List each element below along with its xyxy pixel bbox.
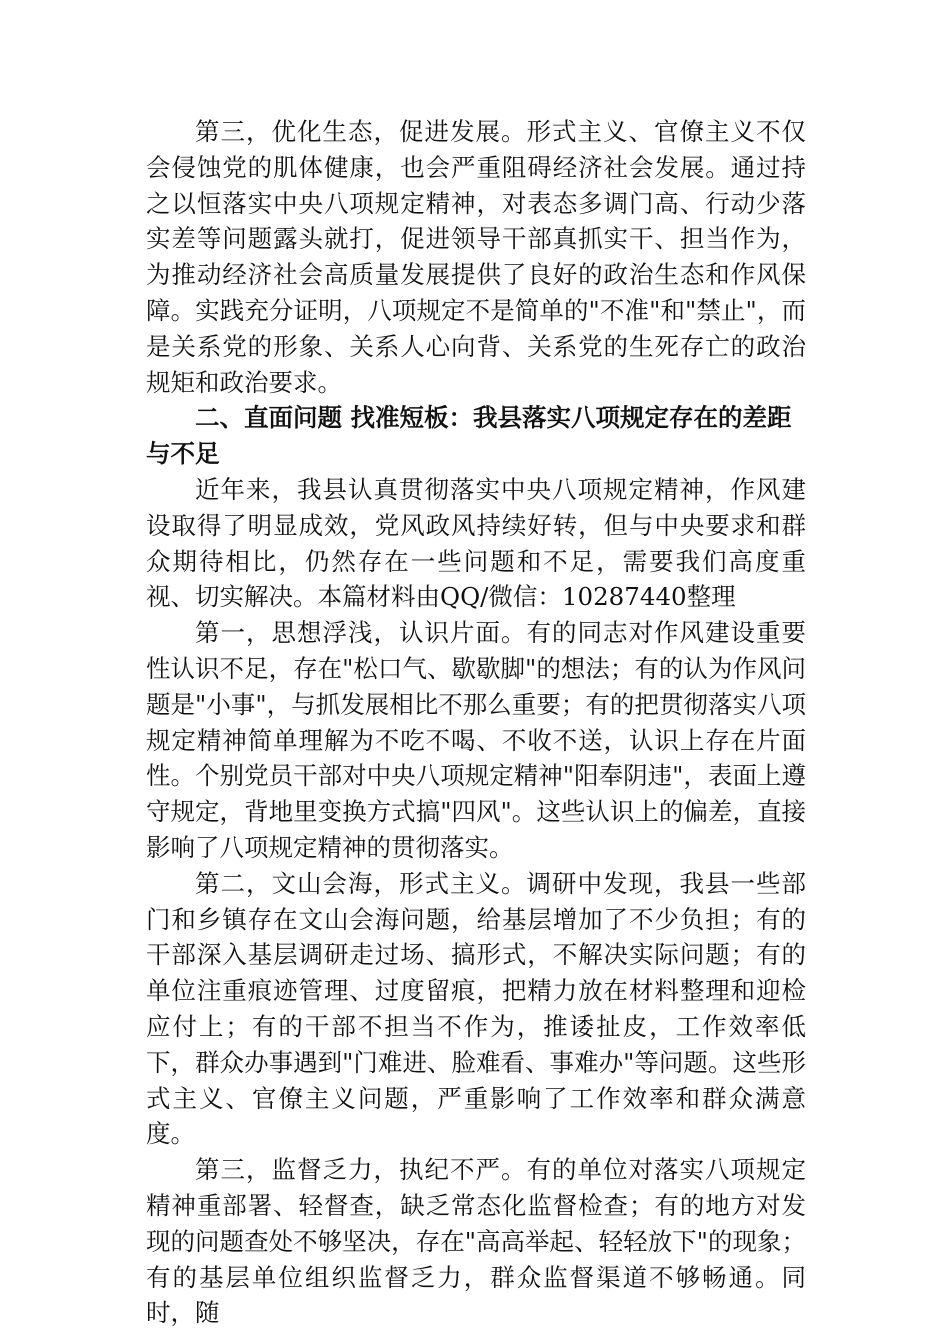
- paragraph-second-formalism: 第二，文山会海，形式主义。调研中发现，我县一些部门和乡镇存在文山会海问题，给基层增加了不少负担；有的干部深入基层调研走过场、搞形式，不解决实际问题；有的单位注重痕迹管理、过度留痕，把精力放在材料整理和迎检应付上；有的干部不担当不作为，推诿扯皮，工作效率低下，群众办事遇到"门难进、脸难看、事难办"等问题。这些形式主义、官僚主义问题，严重影响了工作效率和群众满意度。: [146, 868, 806, 1149]
- paragraph-intro-problems: 近年来，我县认真贯彻落实中央八项规定精神，作风建设取得了明显成效，党风政风持续好转，但与中央要求和群众期待相比，仍然存在一些问题和不足，需要我们高度重视、切实解决。本篇材料由QQ/微信：10287440整理: [146, 474, 806, 612]
- paragraph-third-supervision: 第三，监督乏力，执纪不严。有的单位对落实八项规定精神重部署、轻督查，缺乏常态化监督检查；有的地方对发现的问题查处不够坚决，存在"高高举起、轻轻放下"的现象；有的基层单位组织监督乏力，群众监督渠道不够畅通。同时，随: [146, 1155, 806, 1328]
- section-heading-problems: 二、直面问题 找准短板：我县落实八项规定存在的差距与不足: [146, 403, 792, 469]
- paragraph-optimize-ecology: 第三，优化生态，促进发展。形式主义、官僚主义不仅会侵蚀党的肌体健康，也会严重阻碍经济社会发展。通过持之以恒落实中央八项规定精神，对表态多调门高、行动少落实差等问题露头就打，促进领导干部真抓实干、担当作为，为推动经济社会高质量发展提供了良好的政治生态和作风保障。实践充分证明，八项规定不是简单的"不准"和"禁止"，而是关系党的形象、关系人心向背、关系党的生死存亡的政治规矩和政治要求。: [146, 117, 806, 397]
- paragraph-first-thinking: 第一，思想浮浅，认识片面。有的同志对作风建设重要性认识不足，存在"松口气、歇歇脚"的想法；有的认为作风问题是"小事"，与抓发展相比不那么重要；有的把贯彻落实八项规定精神简单理解为不吃不喝、不收不送，认识上存在片面性。个别党员干部对中央八项规定精神"阳奉阴违"，表面上遵守规定，背地里变换方式搞"四风"。这些认识上的偏差，直接影响了八项规定精神的贯彻落实。: [146, 618, 806, 862]
- document-page: [146, 114, 806, 1331]
